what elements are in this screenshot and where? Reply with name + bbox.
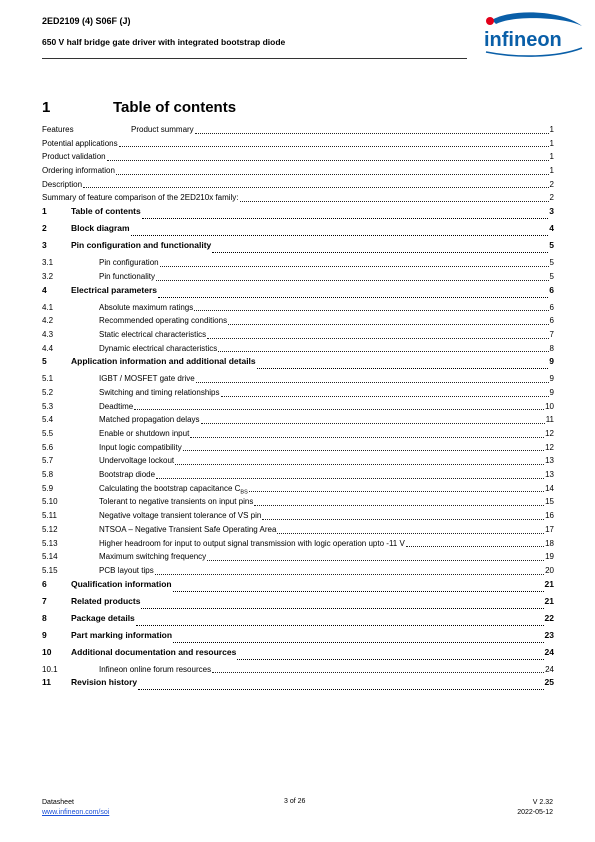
toc-dot-leader: [254, 505, 544, 506]
toc-entry-title: Block diagram: [71, 223, 130, 234]
toc-entry-page: 6: [549, 316, 554, 326]
toc-dot-leader: [119, 146, 549, 147]
toc-entry-title: IGBT / MOSFET gate drive: [99, 374, 195, 384]
toc-entry-title: Pin configuration and functionality: [71, 240, 212, 251]
toc-dot-leader: [212, 672, 544, 673]
toc-entry-page: 8: [549, 343, 554, 353]
toc-dot-leader: [277, 533, 544, 534]
toc-dot-leader: [155, 574, 544, 575]
toc-entry[interactable]: [42, 538, 554, 552]
toc-entry-page: 6: [549, 284, 554, 295]
toc-entry-page: 5: [549, 271, 554, 281]
toc-entry-page: 24: [545, 664, 554, 674]
toc-entry-page: 15: [545, 497, 554, 507]
toc-dot-leader: [134, 409, 544, 410]
toc-entry-title: Package details: [71, 612, 135, 623]
toc-dot-leader: [173, 591, 544, 592]
toc-entry-title: Pin configuration: [99, 258, 159, 268]
toc-dot-leader: [212, 252, 548, 253]
toc-entry-title: Part marking information: [71, 629, 173, 640]
toc-entry-title: Pin functionality: [99, 271, 156, 281]
toc-entry[interactable]: [42, 613, 554, 630]
toc-entry-title: Maximum switching frequency: [99, 552, 207, 562]
toc-entry-page: 22: [544, 612, 554, 623]
toc-entry-number: 5.9: [42, 483, 54, 493]
toc-entry-page: 4: [549, 223, 554, 234]
toc-entry-page: 13: [545, 456, 554, 466]
toc-entry[interactable]: [42, 630, 554, 647]
toc-entry[interactable]: [42, 285, 554, 302]
footer-version: V 2.32: [532, 799, 553, 806]
toc-entry[interactable]: [42, 596, 554, 613]
toc-entry-number: 4.3: [42, 329, 54, 339]
toc-entry-title: Ordering information: [42, 166, 115, 176]
toc-entry[interactable]: [42, 579, 554, 596]
toc-entry[interactable]: [42, 565, 554, 579]
toc-entry-number: 11: [42, 677, 51, 688]
toc-entry-page: 18: [545, 538, 554, 548]
toc-entry-number: 6: [42, 578, 47, 589]
header-divider: [42, 58, 467, 59]
toc-entry-title: NTSOA – Negative Transient Safe Operating Area: [99, 524, 277, 534]
toc-entry[interactable]: [42, 442, 554, 456]
toc-entry[interactable]: [42, 206, 554, 223]
toc-entry-title: Infineon online forum resources: [99, 664, 212, 674]
toc-dot-leader: [207, 560, 544, 561]
toc-entry-page: 5: [549, 258, 554, 268]
toc-entry-title: Table of contents: [71, 206, 141, 217]
toc-entry[interactable]: [42, 240, 554, 257]
toc-entry[interactable]: [42, 343, 554, 357]
toc-entry-number: 4.2: [42, 316, 54, 326]
document-id: 2ED2109 (4) S06F (J): [42, 16, 131, 26]
toc-entry-title: Undervoltage lockout: [99, 456, 175, 466]
toc-entry-page: 12: [545, 429, 554, 438]
toc-entry-title: Bootstrap diode: [99, 470, 156, 480]
toc-entry[interactable]: [42, 165, 554, 179]
toc-dot-leader: [131, 235, 549, 236]
toc-dot-leader: [257, 368, 549, 369]
toc-entry-title: Product validation: [42, 152, 106, 162]
toc-entry-number: 10: [42, 646, 52, 657]
toc-dot-leader: [141, 608, 543, 609]
toc-dot-leader: [249, 491, 544, 492]
logo-wordmark: infineon: [484, 29, 562, 51]
toc-dot-leader: [194, 310, 548, 311]
toc-entry[interactable]: [42, 496, 554, 510]
toc-entry-number: 5.12: [42, 524, 58, 534]
toc-entry-page: 2: [549, 179, 554, 189]
toc-entry-page: 3: [549, 206, 554, 217]
toc-dot-leader: [406, 546, 544, 547]
toc-entry-number: 1: [42, 206, 47, 217]
toc-entry[interactable]: [42, 223, 554, 240]
toc-entry[interactable]: [42, 138, 554, 152]
toc-entry-number: 5.15: [42, 565, 58, 575]
toc-entry-number: 3: [42, 240, 47, 251]
toc-entry-title: Dynamic electrical characteristics: [99, 343, 218, 353]
footer-url-link[interactable]: www.infineon.com/soi: [42, 809, 110, 816]
toc-entry[interactable]: [42, 664, 554, 678]
toc-entry-page: 16: [545, 511, 554, 521]
toc-entry[interactable]: [42, 302, 554, 316]
toc-entry[interactable]: [42, 329, 554, 343]
toc-entry-page: 1: [549, 125, 554, 134]
toc-entry[interactable]: [42, 192, 554, 206]
toc-entry-title: Absolute maximum ratings: [99, 302, 194, 312]
toc-dot-leader: [175, 464, 544, 465]
logo-dot: [486, 17, 494, 25]
toc-entry-title: Revision history: [71, 677, 138, 688]
toc-entry-page: 12: [545, 442, 554, 452]
toc-entry[interactable]: [42, 356, 554, 373]
toc-dot-leader: [201, 423, 545, 424]
toc-entry-title: PCB layout tips: [99, 565, 154, 575]
toc-entry-number: 4.1: [42, 302, 54, 312]
toc-dot-leader: [237, 659, 543, 660]
toc-dot-leader: [156, 280, 549, 281]
toc-entry-number: 10.1: [42, 664, 58, 674]
toc-entry-number: 5.4: [42, 415, 54, 425]
toc-entry[interactable]: [42, 401, 554, 415]
logo-swoosh: [492, 12, 582, 26]
toc-entry-number: 4.4: [42, 343, 54, 353]
toc-entry-title: Qualification information: [71, 578, 172, 589]
toc-entry-number: 4: [42, 284, 47, 295]
toc-entry-title: Description: [42, 179, 83, 189]
toc-entry-page: 20: [545, 565, 554, 575]
toc-entry[interactable]: [42, 428, 554, 442]
toc-entry-page: 9: [549, 387, 554, 397]
toc-entry-number: 5.6: [42, 442, 54, 452]
toc-entry-title: Calculating the bootstrap capacitance $C_{BS}$: [99, 483, 248, 496]
toc-entry-number: 2: [42, 223, 47, 234]
toc-entry-page: 11: [545, 415, 554, 425]
toc-dot-leader: [142, 218, 549, 219]
toc-entry[interactable]: [42, 387, 554, 401]
toc-entry-number: 5.7: [42, 456, 54, 466]
toc-entry-title: Input logic compatibility: [99, 442, 182, 452]
toc-entry-page: 10: [545, 401, 554, 411]
toc-entry[interactable]: [42, 455, 554, 469]
toc-dot-leader: [173, 642, 543, 643]
toc-dot-leader: [107, 160, 549, 161]
section-number: 1: [42, 99, 51, 116]
toc-dot-leader: [138, 689, 543, 690]
toc-entry[interactable]: [42, 373, 554, 387]
toc-entry[interactable]: [42, 414, 554, 428]
toc-entry-title: Potential applications: [42, 138, 118, 148]
toc-entry[interactable]: [42, 124, 554, 138]
toc-entry-title: Negative voltage transient tolerance of VS pin: [99, 511, 262, 521]
toc-entry[interactable]: [42, 551, 554, 565]
footer-page-number: 3 of 26: [284, 798, 306, 805]
footer-right: [517, 798, 553, 818]
footer-left: [42, 798, 109, 818]
toc-entry-page: 2: [549, 193, 554, 203]
toc-dot-leader: [156, 478, 544, 479]
toc-entry[interactable]: [42, 483, 554, 497]
toc-entry-page: 9: [549, 356, 554, 367]
toc-entry-number: 5: [42, 356, 47, 367]
infineon-logo: [476, 12, 588, 60]
toc-entry-title: Higher headroom for input to output signal transmission with logic operation upto -11 V: [99, 538, 405, 548]
toc-entry-number: 8: [42, 612, 47, 623]
toc-entry-title: Summary of feature comparison of the 2ED210x family:: [42, 193, 239, 203]
toc-entry-title: Recommended operating conditions: [99, 316, 228, 326]
document-subtitle: 650 V half bridge gate driver with integrated bootstrap diode: [42, 37, 286, 47]
toc-dot-leader: [190, 437, 544, 438]
toc-entry[interactable]: [42, 315, 554, 329]
toc-entry[interactable]: [42, 179, 554, 193]
toc-dot-leader: [83, 187, 549, 188]
toc-dot-leader: [218, 351, 548, 352]
toc-entry[interactable]: [42, 469, 554, 483]
toc-entry-page: 7: [549, 329, 554, 339]
toc-dot-leader: [136, 625, 544, 626]
toc-entry-page: 5: [549, 240, 554, 251]
toc-dot-leader: [195, 133, 549, 134]
toc-entry[interactable]: [42, 524, 554, 538]
toc-entry[interactable]: [42, 647, 554, 664]
toc-entry-page: 13: [545, 470, 554, 480]
toc-entry-number: 3.2: [42, 271, 54, 281]
toc-dot-leader: [240, 201, 549, 202]
toc-entry-page: 24: [544, 646, 554, 657]
toc-entry-page: 21: [544, 595, 554, 606]
toc-entry-number: Features: [42, 125, 74, 134]
toc-dot-leader: [228, 324, 548, 325]
toc-entry-title: Matched propagation delays: [99, 415, 200, 425]
toc-dot-leader: [207, 338, 548, 339]
toc-dot-leader: [116, 174, 549, 175]
toc-dot-leader: [160, 266, 549, 267]
toc-entry-number: 3.1: [42, 258, 54, 268]
toc-entry-number: 5.2: [42, 387, 54, 397]
toc-dot-leader: [221, 396, 549, 397]
toc-entry-number: 5.13: [42, 538, 58, 548]
toc-entry-title: Additional documentation and resources: [71, 646, 237, 657]
toc-entry-page: 25: [544, 677, 554, 688]
footer-date: 2022-05-12: [517, 809, 553, 816]
toc-entry-title: Product summary: [131, 125, 194, 134]
toc-dot-leader: [158, 297, 548, 298]
toc-entry-page: 19: [545, 552, 554, 562]
toc-entry-number: 9: [42, 629, 47, 640]
toc-front-matter: [42, 124, 554, 206]
toc-dot-leader: [262, 519, 544, 520]
toc-chapters: [42, 206, 554, 694]
toc-entry-number: 5.1: [42, 374, 54, 384]
toc-entry-number: 5.3: [42, 401, 54, 411]
footer-doc-type: Datasheet: [42, 799, 74, 806]
toc-entry-title: Static electrical characteristics: [99, 329, 207, 339]
toc-dot-leader: [183, 450, 544, 451]
toc-entry-page: 17: [545, 524, 554, 534]
toc-entry-page: 14: [545, 483, 554, 493]
toc-entry[interactable]: [42, 510, 554, 524]
toc-entry-title: Switching and timing relationships: [99, 387, 220, 397]
toc-entry-page: 1: [549, 166, 554, 176]
toc-entry[interactable]: [42, 257, 554, 271]
toc-entry-number: 5.11: [42, 511, 57, 521]
toc-entry-page: 6: [549, 302, 554, 312]
section-title: Table of contents: [113, 99, 237, 116]
table-of-contents: [42, 124, 554, 694]
toc-entry[interactable]: [42, 677, 554, 694]
toc-entry-number: 5.14: [42, 552, 58, 562]
toc-entry-number: 5.5: [42, 429, 54, 438]
toc-entry-title: Application information and additional details: [71, 356, 256, 367]
toc-entry-number: 5.8: [42, 470, 54, 480]
toc-entry-page: 1: [549, 152, 554, 162]
toc-entry[interactable]: [42, 151, 554, 165]
toc-entry-title: Deadtime: [99, 401, 134, 411]
toc-entry-title: Related products: [71, 595, 141, 606]
toc-entry-title: Tolerant to negative transients on input pins: [99, 497, 254, 507]
toc-entry-page: 1: [549, 138, 554, 148]
toc-entry-number: 7: [42, 595, 47, 606]
toc-entry-page: 21: [544, 578, 554, 589]
toc-entry[interactable]: [42, 271, 554, 285]
toc-entry-page: 23: [544, 629, 554, 640]
toc-entry-page: 9: [549, 374, 554, 384]
toc-entry-number: 5.10: [42, 497, 58, 507]
toc-entry-title: Electrical parameters: [71, 284, 157, 295]
toc-entry-title: Enable or shutdown input: [99, 429, 190, 438]
toc-dot-leader: [196, 382, 549, 383]
